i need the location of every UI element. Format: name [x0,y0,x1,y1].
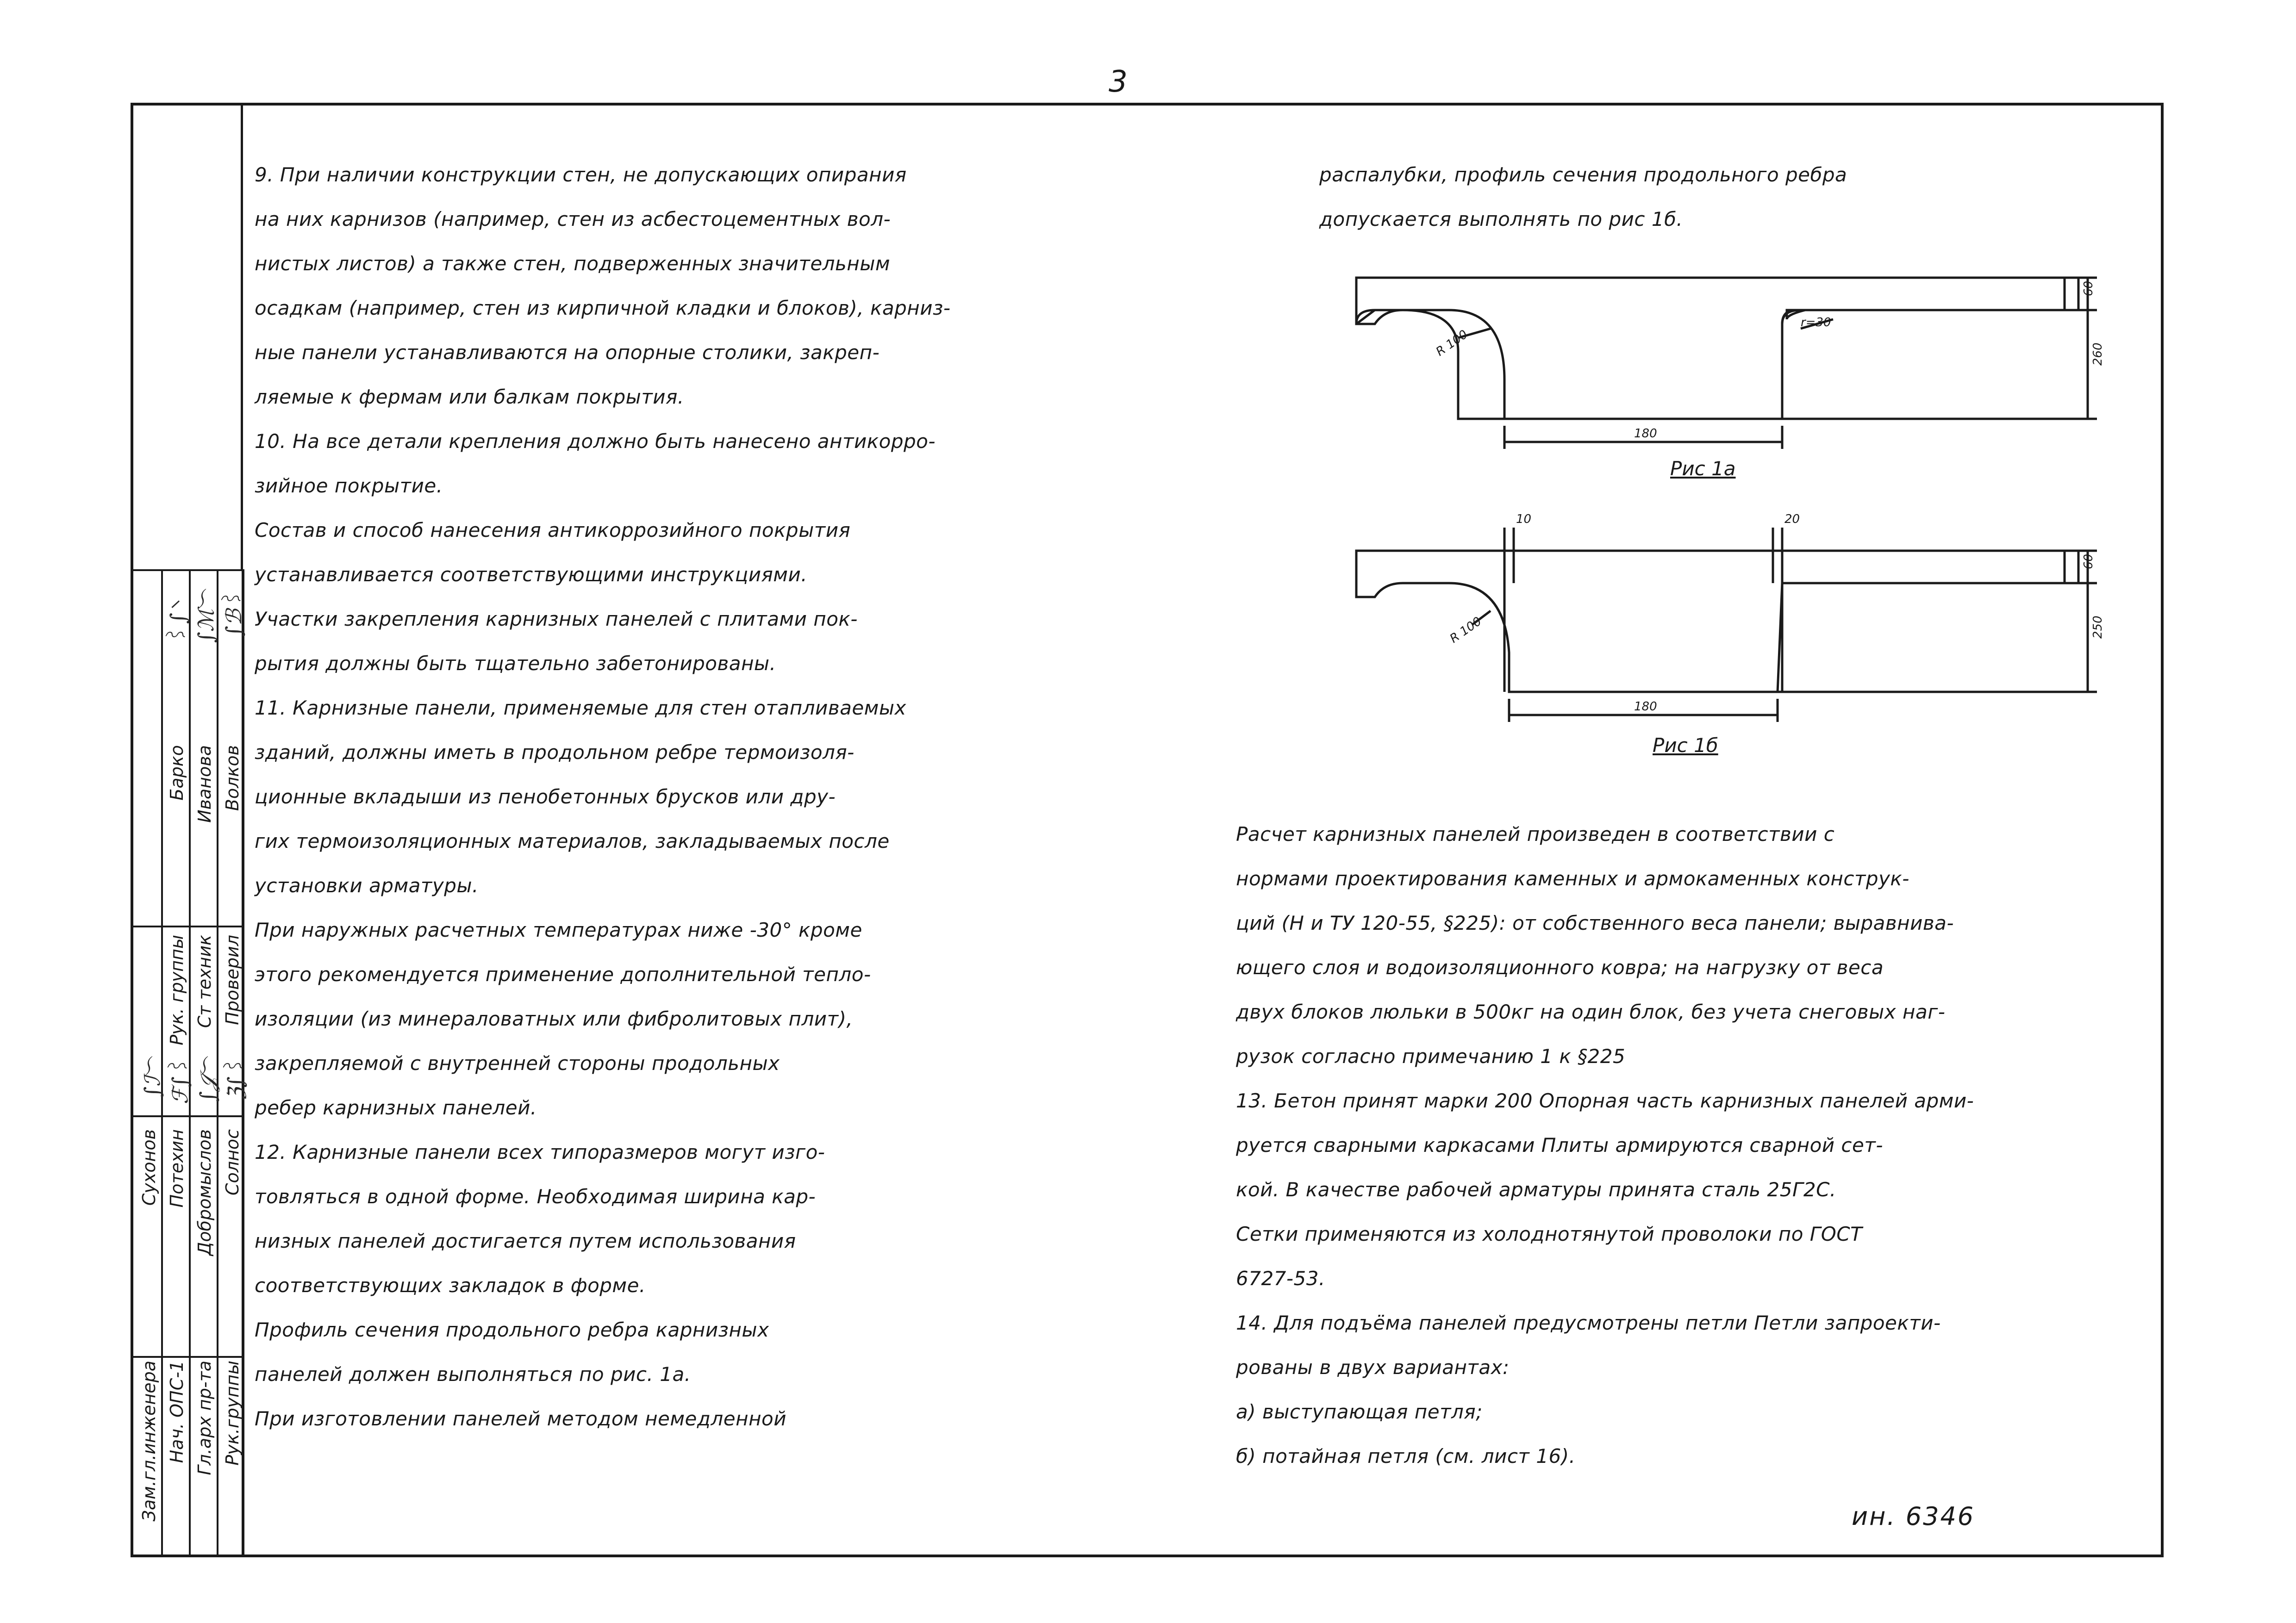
text-line: нистых листов) а также стен, подверженных значительным [255,252,891,275]
text-line: соответствующих закладок в форме. [255,1274,646,1297]
text-line: зийное покрытие. [255,474,443,497]
text-line: Расчет карнизных панелей произведен в соответствии с [1236,823,1835,846]
paragraph-calculation [1236,812,2152,1079]
text-line: на них карнизов (например, стен из асбестоцементных вол- [255,208,891,230]
text-line: рованы в двух вариантах: [1236,1356,1510,1379]
stamp-role-7: Проверил [222,935,243,1025]
text-line: гих термоизоляционных материалов, закладываемых после [255,830,890,852]
fig1a-radius-dim: R 100 [1433,327,1471,359]
stamp-name-1: Сухонов [139,1129,159,1206]
text-line: панелей должен выполняться по рис. 1а. [255,1363,691,1386]
text-line: б) потайная петля (см. лист 16). [1236,1445,1576,1468]
stamp-role-2: Нач. ОПС-1 [167,1361,187,1463]
text-line: При наружных расчетных температурах ниже -30° кроме [255,919,862,941]
text-line: ций (Н и ТУ 120-55, §225): от собственного веса панели; выравнива- [1236,912,1954,934]
text-line: низных панелей достигается путем использования [255,1230,796,1252]
left-margin-rule [241,106,243,570]
text-line: рузок согласно примечанию 1 к §225 [1236,1045,1626,1068]
paragraph-10 [255,419,1069,686]
left-text-column [255,153,1069,1441]
stamp-name-2: Потехин [167,1129,187,1208]
text-line: 12. Карнизные панели всех типоразмеров могут изго- [255,1141,825,1163]
signature-4: ∫ℐ〜 [140,1055,165,1098]
approval-stamp [133,569,248,1555]
stamp-name-3: Добромыслов [194,1129,215,1256]
right-text-bottom [1236,812,2152,1479]
paragraph-13 [1236,1079,2152,1301]
fig1a-caption: Рис 1а [1670,457,1736,480]
fig1b-height-dim: 250 [2091,616,2105,639]
text-line: изоляции (из минераловатных или фибролитовых плит), [255,1007,853,1030]
text-line: Сетки применяются из холоднотянутой проволоки по ГОСТ [1236,1223,1863,1245]
fig1b-radius-dim: R 100 [1447,614,1485,646]
text-line: двух блоков люльки в 500кг на один блок, без учета снеговых наг- [1236,1001,1946,1023]
stamp-role-6: Ст техник [194,935,215,1028]
stamp-role-5: Рук. группы [167,935,187,1045]
fig1a-flange-dim: 60 [2082,280,2096,296]
stamp-name-4: Солнос [222,1129,243,1196]
section-drawings [1319,259,2152,777]
page-number: 3 [1109,65,1128,99]
stamp-name-7: Волков [222,745,243,811]
text-line: установки арматуры. [255,874,479,897]
signature-2: ∫ℳ〜 [193,588,218,643]
text-line: зданий, должны иметь в продольном ребре термоизоля- [255,741,855,764]
fig1a-height-dim: 260 [2091,342,2105,366]
text-line: ребер карнизных панелей. [255,1096,537,1119]
inventory-number: ин. 6346 [1852,1502,1975,1531]
paragraph-12 [255,1130,1069,1441]
text-line: нормами проектирования каменных и армокаменных конструк- [1236,867,1909,890]
text-line: а) выступающая петля; [1236,1400,1483,1423]
signature-3: ∫ℬ〰︎ [221,588,246,637]
text-line: 13. Бетон принят марки 200 Опорная часть карнизных панелей арми- [1236,1089,1974,1112]
text-line: 11. Карнизные панели, применяемые для стен отапливаемых [255,696,906,719]
text-line: распалубки, профиль сечения продольного ребра [1319,163,1847,186]
text-line: 6727-53. [1236,1267,1325,1290]
signature-6: ∫𝒥〜 [195,1055,220,1102]
text-line: устанавливается соответствующими инструкциями. [255,563,808,586]
text-line: руется сварными каркасами Плиты армируются сварной сет- [1236,1134,1883,1157]
text-line: кой. В качестве рабочей арматуры принята сталь 25Г2С. [1236,1178,1836,1201]
fig1a-width-dim: 180 [1634,427,1657,441]
text-line: 14. Для подъёма панелей предусмотрены петли Петли запроекти- [1236,1312,1941,1334]
text-line: Участки закрепления карнизных панелей с плитами пок- [255,608,858,630]
stamp-role-3: Гл.арх пр-та [194,1361,215,1475]
paragraph-11 [255,686,1069,1130]
text-line: товляться в одной форме. Необходимая ширина кар- [255,1185,816,1208]
text-line: закрепляемой с внутренней стороны продольных [255,1052,780,1075]
signature-1: 〰︎∫ᐟ [166,588,191,645]
text-line: осадкам (например, стен из кирпичной кладки и блоков), карниз- [255,297,951,319]
text-line: ляемые к фермам или балкам покрытия. [255,386,684,408]
fig1b-offset-left: 10 [1516,512,1532,526]
stamp-name-5: Барко [167,745,187,801]
paragraph-14 [1236,1301,2152,1479]
signature-5: ℱ∫〰︎ [168,1055,193,1105]
text-line: этого рекомендуется применение дополнительной тепло- [255,963,871,986]
text-line: 9. При наличии конструкции стен, не допускающих опирания [255,163,907,186]
text-line: Состав и способ нанесения антикоррозийного покрытия [255,519,851,541]
signature-7: ℨ∫〰︎ [223,1055,248,1101]
text-line: допускается выполнять по рис 1б. [1319,208,1683,230]
fig1b-offset-right: 20 [1784,512,1800,526]
fig1b-flange-dim: 60 [2082,553,2096,569]
stamp-name-6: Иванова [194,745,215,823]
text-line: рытия должны быть тщательно забетонированы. [255,652,776,675]
text-line: ющего слоя и водоизоляционного ковра; на нагрузку от веса [1236,956,1884,979]
fig1b-width-dim: 180 [1634,700,1657,714]
text-line: 10. На все детали крепления должно быть нанесено антикорро- [255,430,936,453]
right-text-top [1319,153,2106,242]
text-line: ные панели устанавливаются на опорные столики, закреп- [255,341,880,364]
stamp-role-4: Рук.группы [222,1361,243,1466]
paragraph-9 [255,153,1069,419]
text-line: ционные вкладыши из пенобетонных брусков или дру- [255,785,836,808]
fig1b-caption: Рис 1б [1653,734,1718,757]
stamp-role-1: Зам.гл.инженера [139,1361,159,1522]
fig1a-radius-small: r=30 [1801,316,1831,330]
text-line: Профиль сечения продольного ребра карнизных [255,1318,769,1341]
text-line: При изготовлении панелей методом немедленной [255,1407,787,1430]
